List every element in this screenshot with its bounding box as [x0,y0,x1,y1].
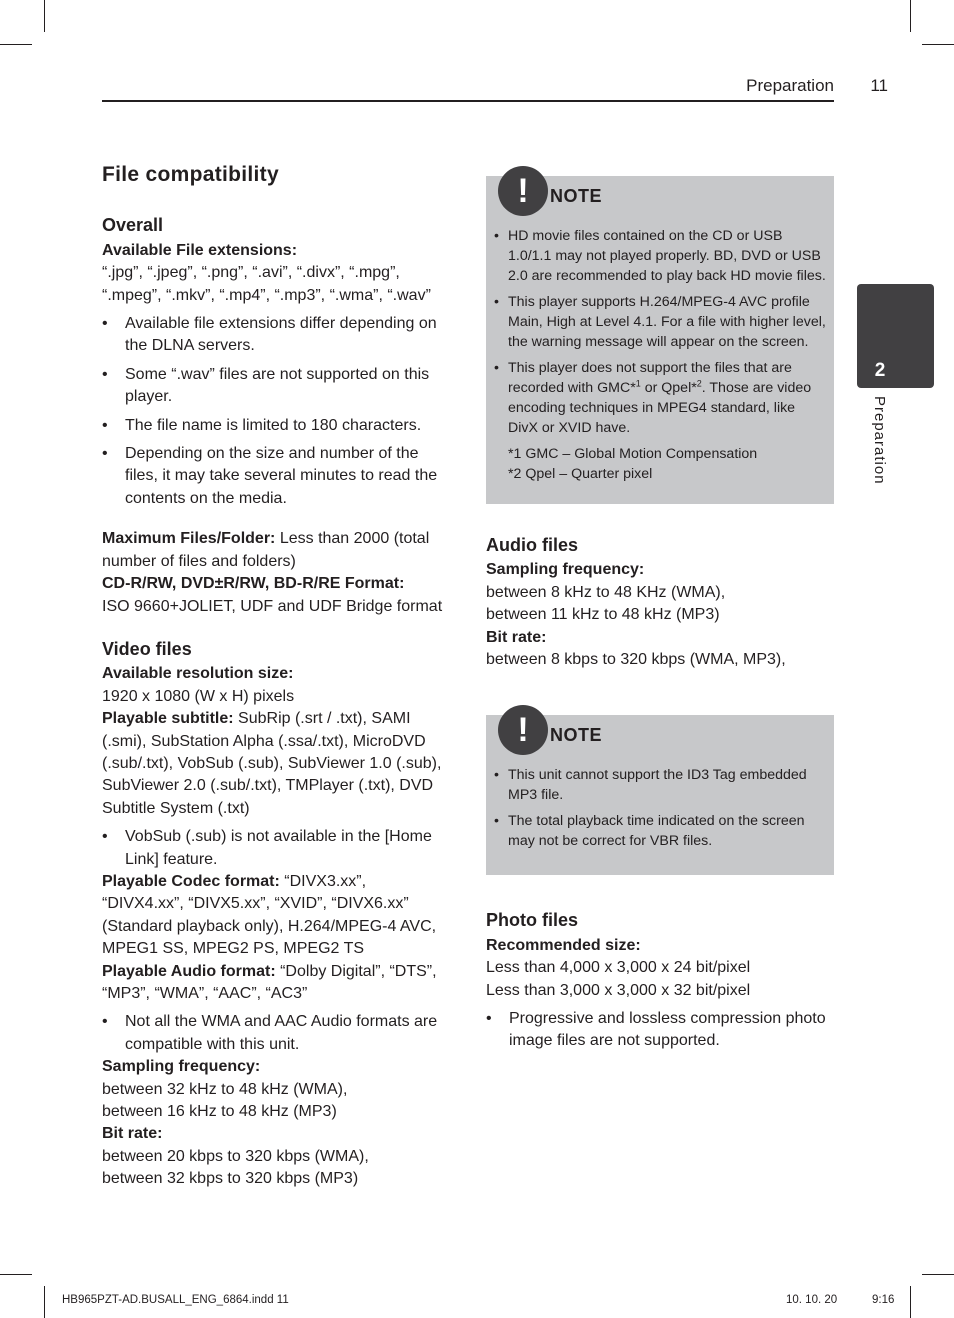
ext-values: “.jpg”, “.jpeg”, “.png”, “.avi”, “.divx”, “.mpg”, “.mpeg”, “.mkv”, “.mp4”, “.mp3”, “.wma”, “.wav” [102,264,431,304]
crop-mark [44,1286,45,1318]
crop-mark [922,44,954,45]
footer-time: 9:16 [872,1294,895,1306]
note-box [486,711,834,875]
video-freq-label: Sampling frequency: [102,1058,261,1076]
left-column [102,164,452,1191]
list-item: • This player supports H.264/MPEG-4 AVC profile Main, High at Level 4.1. For a file with higher level, the warning message will appear on the screen. [494,292,826,352]
photo-size-label: Recommended size: [486,936,641,954]
note-box [486,172,834,504]
overall-heading: Overall [102,215,164,236]
resolution-value: 1920 x 1080 (W x H) pixels [102,687,295,705]
spacer [486,875,834,909]
max-files-value: Less than 2000 (total number of files and folders) [102,530,430,570]
spacer [486,504,834,534]
audio-bitrate-label: Bit rate: [486,628,547,646]
codec-value: “DIVX3.xx”, “DIVX4.xx”, “DIVX5.xx”, “XVID”, “DIVX6.xx” (Standard playback only), H.264/MPEG-4 AVC, MPEG1 SS, MPEG2 PS, MPEG2 TS [102,872,437,958]
video-bitrate-label: Bit rate: [102,1125,163,1143]
photo-bullets [486,1008,834,1053]
max-files-label: Maximum Files/Folder: [102,530,276,548]
footnote: *1 GMC – Global Motion Compensation [508,446,758,462]
note-text: or Qpel* [640,380,697,396]
exclamation-icon: ! [498,166,548,216]
chapter-label [866,396,894,516]
video-bitrate-line: between 32 kbps to 320 kbps (MP3) [102,1170,359,1188]
list-item: • Some “.wav” files are not supported on this player. [102,364,452,409]
header-rule [102,100,834,102]
crop-mark [44,0,45,32]
spacer [102,516,452,528]
audio-format-label: Playable Audio format: [102,962,276,980]
note-title: NOTE [550,725,603,746]
audio-format-value: “Dolby Digital”, “DTS”, “MP3”, “WMA”, “AAC”, “AC3” [102,962,437,1002]
video-heading: Video files [102,638,192,659]
list-item: • Not all the WMA and AAC Audio formats are compatible with this unit. [102,1011,452,1056]
audio-freq-label: Sampling frequency: [486,561,645,579]
subtitle-value: SubRip (.srt / .txt), SAMI (.smi), SubStation Alpha (.ssa/.txt), MicroDVD (.sub/.txt), VobSub (.sub), SubViewer 1.0 (.sub), SubViewer 2.0 (.sub/.txt), TMPlayer (.txt), DVD Subtitle System (.txt) [102,710,442,817]
list-item: • Progressive and lossless compression photo image files are not supported. [486,1008,834,1053]
list-item [494,358,826,438]
photo-size-line: Less than 3,000 x 3,000 x 32 bit/pixel [486,981,751,999]
max-files [102,528,452,573]
list-item: • The total playback time indicated on the screen may not be correct for VBR files. [494,811,826,851]
note-title: NOTE [550,186,603,206]
video-freq-line: between 16 kHz to 48 kHz (MP3) [102,1103,337,1121]
subtitle-label: Playable subtitle: [102,710,234,728]
audio-heading: Audio files [486,535,579,555]
list-item: • This unit cannot support the ID3 Tag embedded MP3 file. [494,765,826,805]
list-item: • Depending on the size and number of the files, it may take several minutes to read the contents on the media. [102,443,452,510]
crop-mark [910,1286,911,1318]
codec-label: Playable Codec format: [102,872,280,890]
footer-date: 10. 10. 20 [786,1294,838,1306]
subtitle-bullets [102,826,452,871]
video-bitrate-line: between 20 kbps to 320 kbps (WMA), [102,1147,369,1165]
photo-heading: Photo files [486,910,579,931]
list-item: • The file name is limited to 180 characters. [102,415,452,437]
audio-format [102,961,452,1006]
audio-format-bullets [102,1011,452,1056]
crop-mark [922,1274,954,1275]
overall-bullets [102,313,452,510]
exclamation-icon: ! [498,705,548,755]
audio-freq-line: between 8 kHz to 48 KHz (WMA), [486,583,726,601]
crop-mark [0,1274,32,1275]
list-item: • HD movie files contained on the CD or USB 1.0/1.1 may not played properly. BD, DVD or USB 2.0 are recommended to play back HD movie files. [494,226,826,286]
footer-file: HB965PZT-AD.BUSALL_ENG_6864.indd 11 [62,1294,289,1306]
disc-format-label: CD-R/RW, DVD±R/RW, BD-R/RE Format: [102,575,405,593]
list-item: • VobSub (.sub) is not available in the [Home Link] feature. [102,826,452,871]
page-title: File compatibility [102,163,279,186]
crop-mark [910,0,911,32]
audio-freq-line: between 11 kHz to 48 kHz (MP3) [486,606,720,624]
video-freq-line: between 32 kHz to 48 kHz (WMA), [102,1080,348,1098]
photo-size-line: Less than 4,000 x 3,000 x 24 bit/pixel [486,959,751,977]
subtitle [102,708,452,820]
right-column [486,172,834,1059]
note-list [494,765,826,851]
chapter-number: 2 [874,360,886,381]
note-text: . Those are video encoding techniques in MPEG4 standard, like DivX or XVID have. [508,380,812,436]
page-number: 11 [870,76,888,95]
list-item: • Available file extensions differ depending on the DLNA servers. [102,313,452,358]
footnote: *2 Qpel – Quarter pixel [508,466,653,482]
audio-bitrate-line: between 8 kbps to 320 kbps (WMA, MP3), [486,651,786,669]
note-text: This player does not support the files that are recorded with GMC* [508,360,792,396]
header-section-title: Preparation [746,76,834,95]
spacer [486,671,834,715]
crop-mark [0,44,32,45]
ext-label: Available File extensions: [102,241,298,259]
disc-format-value: ISO 9660+JOLIET, UDF and UDF Bridge format [102,597,443,615]
footnote-ref: 2 [696,378,702,389]
resolution-label: Available resolution size: [102,665,294,683]
codec [102,871,452,961]
spacer [102,618,452,638]
note-list [494,226,826,438]
footnote-ref: 1 [635,378,641,389]
chapter-label-text: Preparation [871,396,888,485]
